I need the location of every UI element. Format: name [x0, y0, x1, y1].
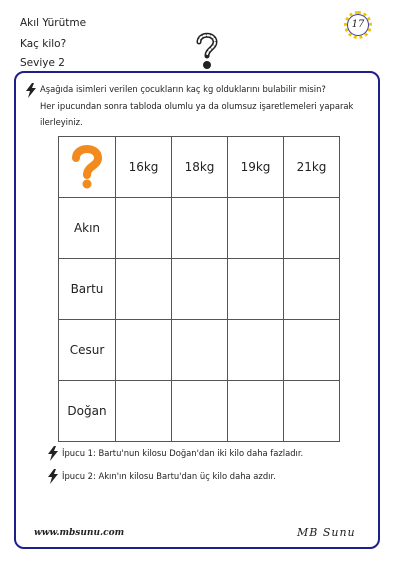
row-label-akin: Akın — [59, 198, 116, 259]
grid-cell[interactable] — [228, 259, 284, 320]
column-header-18kg: 18kg — [172, 137, 228, 198]
instruction-line-3: ilerleyiniz. — [40, 117, 83, 127]
tip-2: İpucu 2: Akın'ın kilosu Bartu'dan üç kilo daha azdır. — [62, 471, 276, 481]
grid-cell[interactable] — [284, 381, 340, 442]
grid-row-akin — [59, 198, 340, 259]
lightning-bolt-icon — [25, 83, 37, 98]
grid-cell[interactable] — [228, 381, 284, 442]
grid-cell[interactable] — [116, 198, 172, 259]
grid-cell[interactable] — [172, 320, 228, 381]
page-number: 17 — [351, 19, 365, 30]
grid-row-dogan — [59, 381, 340, 442]
grid-cell[interactable] — [228, 198, 284, 259]
grid-cell[interactable] — [284, 198, 340, 259]
column-header-19kg: 19kg — [228, 137, 284, 198]
worksheet-title: Akıl Yürütme — [20, 17, 87, 29]
grid-cell[interactable] — [116, 381, 172, 442]
tip-1: İpucu 1: Bartu'nun kilosu Doğan'dan iki kilo daha fazladır. — [62, 448, 304, 458]
grid-header-row — [59, 137, 340, 198]
row-label-cesur: Cesur — [59, 320, 116, 381]
column-header-16kg: 16kg — [116, 137, 172, 198]
page-number-badge — [344, 11, 372, 39]
logic-grid — [58, 136, 340, 442]
footer-url: www.mbsunu.com — [34, 528, 125, 538]
question-mark-icon — [70, 143, 104, 189]
lightning-bolt-icon — [47, 446, 59, 461]
grid-cell[interactable] — [284, 259, 340, 320]
instruction-line-1: Aşağıda isimleri verilen çocukların kaç kg olduklarını bulabilir misin? — [40, 84, 326, 94]
grid-cell[interactable] — [172, 381, 228, 442]
grid-cell[interactable] — [116, 259, 172, 320]
worksheet-subtitle: Kaç kilo? — [20, 38, 67, 50]
footer-signature: MB Sunu — [297, 526, 356, 539]
grid-cell[interactable] — [172, 259, 228, 320]
grid-corner — [59, 137, 116, 198]
grid-row-bartu — [59, 259, 340, 320]
instruction-line-2: Her ipucundan sonra tabloda olumlu ya da olumsuz işaretlemeleri yaparak — [40, 101, 354, 111]
row-label-bartu: Bartu — [59, 259, 116, 320]
grid-cell[interactable] — [284, 320, 340, 381]
lightning-bolt-icon — [47, 469, 59, 484]
grid-cell[interactable] — [228, 320, 284, 381]
grid-row-cesur — [59, 320, 340, 381]
grid-cell[interactable] — [116, 320, 172, 381]
row-label-dogan: Doğan — [59, 381, 116, 442]
question-mark-icon — [194, 30, 220, 72]
grid-cell[interactable] — [172, 198, 228, 259]
column-header-21kg: 21kg — [284, 137, 340, 198]
worksheet-level: Seviye 2 — [20, 57, 65, 69]
